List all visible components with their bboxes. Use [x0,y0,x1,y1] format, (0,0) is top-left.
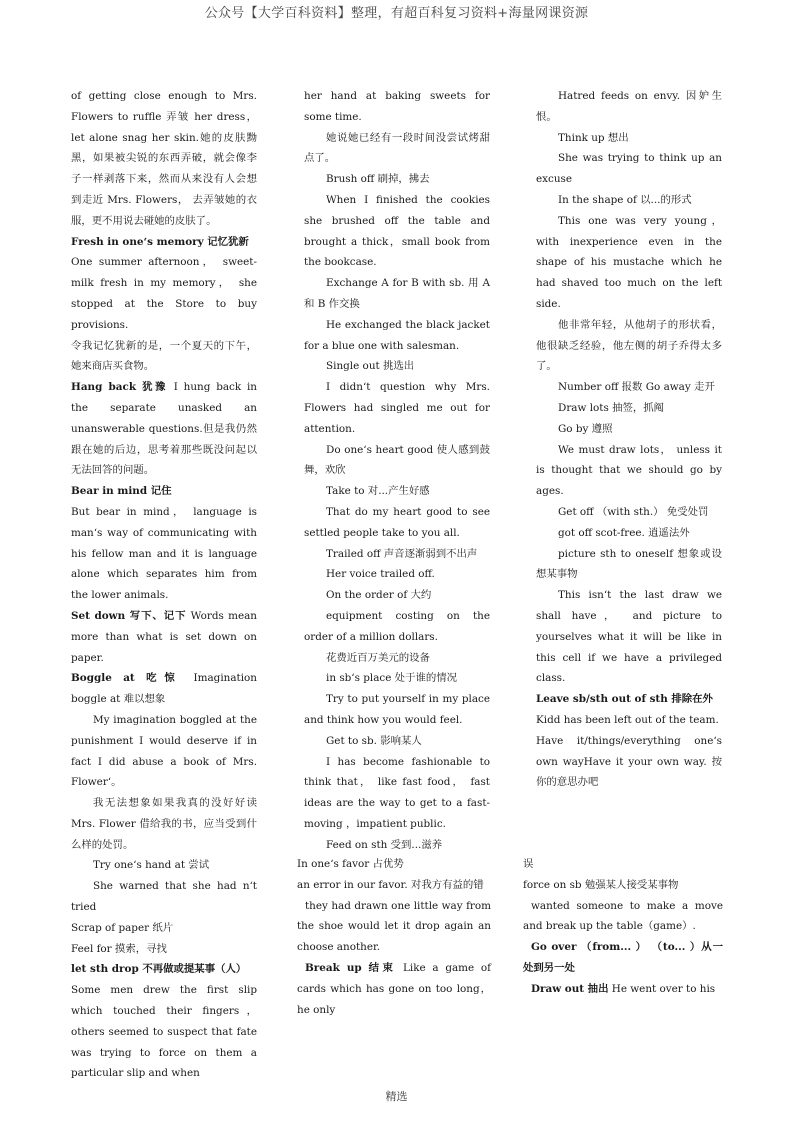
paragraph-text: Trailed off 声音逐渐弱到不出声 [326,547,478,560]
paragraph [297,854,491,875]
paragraph-text: In the shape of 以...的形式 [558,193,692,206]
paragraph [536,419,722,440]
paragraph-text: 他非常年轻，从他胡子的形状看，他很缺乏经验，他左侧的胡子乔得太多了。 [536,318,722,373]
paragraph [297,958,491,1020]
paragraph-text: But bear in mind， language is man‘s way of communicating with his fellow man and it is language alone which separates him from the lower animals. [71,505,257,602]
paragraph-text: This one was very young， with inexperience even in the shape of his mustache which he had shaved too much on the left side. [536,214,722,310]
paragraph-text: I has become fashionable to think that， like fast food， fast ideas are the way to get to a fast-moving ，impatient public. [304,755,490,830]
paragraph [71,710,257,793]
paragraph [304,585,490,606]
paragraph [536,710,722,731]
paragraph-text: in sb‘s place 处于谁的情况 [326,672,458,685]
paragraph-text: they had drawn one little way from the shoe would let it drop again an choose another. [297,899,491,954]
paragraph-text: Single out 挑选出 [326,360,415,373]
paragraph-text: 她说她已经有一段时间没尝试烤甜点了。 [304,131,490,165]
paragraph [304,86,490,128]
paragraph [523,979,723,1000]
paragraph-text: Brush off 刷掉，拂去 [326,173,430,186]
paragraph-text: She warned that she had n‘t tried [71,880,257,914]
paragraph [304,440,490,482]
paragraph-text: picture sth to oneself 想象或设想某事物 [536,547,722,581]
paragraph-text: This isn‘t the last draw we shall have， and picture to yourselves what it will be like in this cell if we have a privileged class. [536,589,722,685]
paragraph-text: Scrap of paper 纸片 [71,921,174,934]
paragraph-text: wanted someone to make a move and break up the table（game）. [523,899,723,933]
term-heading: Go over （from... ） （to... ）从一处到另一处 [523,941,723,974]
paragraph-text: Words mean more than what is set down on paper. [71,609,257,664]
paragraph-text: Her voice trailed off. [326,568,435,581]
term-heading: Bear in mind 记住 [71,485,172,498]
paragraph-text: In one‘s favor 占优势 [297,858,404,870]
paragraph [536,502,722,523]
paragraph-text: Think up 想出 [558,131,629,144]
paragraph [536,86,722,128]
paragraph-text: force on sb 勉强某人接受某事物 [523,878,679,891]
paragraph-text: 误 [523,858,534,870]
paragraph [304,648,490,669]
paragraph-text: an error in our favor. 对我方有益的错 [297,878,484,891]
paragraph [304,731,490,752]
paragraph [304,606,490,648]
paragraph [71,918,257,939]
paragraph-text: I hung back in the separate unasked an unanswerable questions.但是我仍然跟在她的后边，思考着那些既没问起以无法回答的问题。 [71,381,257,477]
paragraph-text: My imagination boggled at the punishment I would deserve if in fact I did abuse a book of Mrs. Flower‘。 [71,713,257,789]
paragraph [536,689,722,710]
paragraph-text: of getting close enough to Mrs. Flowers to ruffle 弄皱 her dress， let alone snag her skin.她的皮肤黝黑，如果被尖锐的东西弄破，就会像李子一样剥落下来，然而从来没有人会想到走近 Mrs. Flowers， 去弄皱她的衣服，更不用说去碰她的皮肤了。 [71,90,257,227]
paragraph [304,315,490,357]
paragraph-text: Kidd has been left out of the team. [536,713,719,726]
column-1 [71,86,257,1084]
column-2 [304,86,490,855]
paragraph [71,252,257,335]
paragraph [304,689,490,731]
paragraph-text: Try one‘s hand at 尝试 [93,859,210,872]
paragraph [71,855,257,876]
paragraph [523,875,723,896]
paragraph [304,502,490,544]
paragraph [523,854,723,875]
term-heading: Fresh in one‘s memory 记忆犹新 [71,235,249,248]
paragraph [536,128,722,149]
term-heading: Boggle at 吃惊 [71,672,183,685]
paragraph-text: her hand at baking sweets for some time. [304,90,490,123]
paragraph-text: Hatred feeds on envy. 因妒生恨。 [536,90,722,123]
paragraph [536,523,722,544]
paragraph [71,793,257,855]
column-3 [536,86,722,793]
term-heading: Set down 写下、记下 [71,609,187,622]
paragraph [536,544,722,586]
paragraph-text: Some men drew the first slip which touched their fingers， others seemed to suspect that fate was trying to force on them a particular slip and when [71,984,257,1080]
column-3-bottom [523,854,723,1000]
paragraph [536,377,722,398]
paragraph [71,481,257,502]
term-heading: Leave sb/sth out of sth 排除在外 [536,693,713,706]
paragraph-text: He exchanged the black jacket for a blue one with salesman. [304,318,490,352]
paragraph [536,440,722,502]
paragraph [304,273,490,315]
paragraph [304,169,490,190]
paragraph [536,731,722,793]
paragraph [71,668,257,710]
paragraph-text: 令我记忆犹新的是，一个夏天的下午，她来商店买食物。 [71,339,257,373]
paragraph [523,937,723,979]
paragraph-text: That do my heart good to see settled people take to you all. [304,505,490,539]
term-heading: Break up 结束 [305,961,397,974]
paragraph-text: Feed on sth 受到...滋养 [326,838,443,851]
paragraph [304,835,490,856]
paragraph [304,377,490,439]
paragraph-text: Try to put yourself in my place and think how you would feel. [304,693,490,726]
term-heading: Hang back 犹豫 [71,381,168,394]
paragraph [71,232,257,253]
paragraph [297,875,491,896]
paragraph-text: 我无法想象如果我真的没好好读 Mrs. Flower 借给我的书，应当受到什么样的处罚。 [71,797,257,851]
paragraph [536,211,722,315]
paragraph [71,606,257,668]
paragraph [536,585,722,689]
paragraph [536,148,722,190]
term-heading: let sth drop 不再做或提某事（人） [71,963,247,976]
paragraph-text: One summer afternoon， sweet-milk fresh in my memory， she stopped at the Store to buy provisions. [71,256,257,331]
paragraph-text: Imagination boggle at 难以想象 [71,672,257,706]
paragraph [304,128,490,170]
paragraph-text: Get off （with sth.） 免受处罚 [558,505,709,518]
paragraph [304,564,490,585]
paragraph-text: Take to 对...产生好感 [326,485,430,498]
page-footer: 精选 [385,1090,408,1103]
paragraph-text: Draw lots 抽签，抓阄 [558,401,665,414]
paragraph [536,315,722,377]
paragraph-text: Number off 报数 Go away 走开 [558,381,715,394]
paragraph-text: equipment costing on the order of a million dollars. [304,609,490,643]
paragraph [304,190,490,273]
paragraph [523,896,723,938]
column-2-bottom [297,854,491,1020]
paragraph-text: We must draw lots， unless it is thought that we should go by ages. [536,443,722,498]
paragraph-text: Go by 遵照 [558,422,613,435]
paragraph [71,876,257,918]
paragraph [71,980,257,1084]
paragraph-text: I didn‘t question why Mrs. Flowers had singled me out for attention. [304,381,490,435]
term-heading: Draw out 抽出 [531,982,609,995]
paragraph [71,939,257,960]
paragraph [71,377,257,481]
paragraph [71,86,257,232]
page-header: 公众号【大学百科资料】整理，有超百科复习资料+海量网课资源 [204,6,589,21]
paragraph [71,336,257,378]
paragraph-text: Get to sb. 影响某人 [326,734,422,747]
paragraph-text: He went over to his [608,982,716,995]
paragraph-text: got off scot-free. 逍遥法外 [558,526,690,539]
paragraph-text: Exchange A for B with sb. 用 A 和 B 作交换 [304,277,490,310]
paragraph-text: 花费近百万美元的设备 [326,651,430,664]
paragraph [304,544,490,565]
paragraph [304,356,490,377]
paragraph [71,959,257,980]
paragraph [71,502,257,606]
paragraph-text: On the order of 大约 [326,589,432,602]
paragraph [304,481,490,502]
paragraph [304,752,490,835]
paragraph-text: Do one‘s heart good 使人感到鼓舞，欢欣 [304,443,490,477]
paragraph [536,190,722,211]
paragraph-text: Like a game of cards which has gone on too long， he only [297,961,492,1016]
paragraph-text: When I finished the cookies she brushed off the table and brought a thick，small book from the bookcase. [304,193,490,269]
paragraph-text: Feel for 摸索，寻找 [71,942,167,955]
paragraph-text: She was trying to think up an excuse [536,152,722,186]
paragraph [297,896,491,958]
paragraph [536,398,722,419]
paragraph-text: Have it/things/everything one‘s own wayHave it your own way. 按你的意思办吧 [536,734,722,789]
paragraph [304,668,490,689]
